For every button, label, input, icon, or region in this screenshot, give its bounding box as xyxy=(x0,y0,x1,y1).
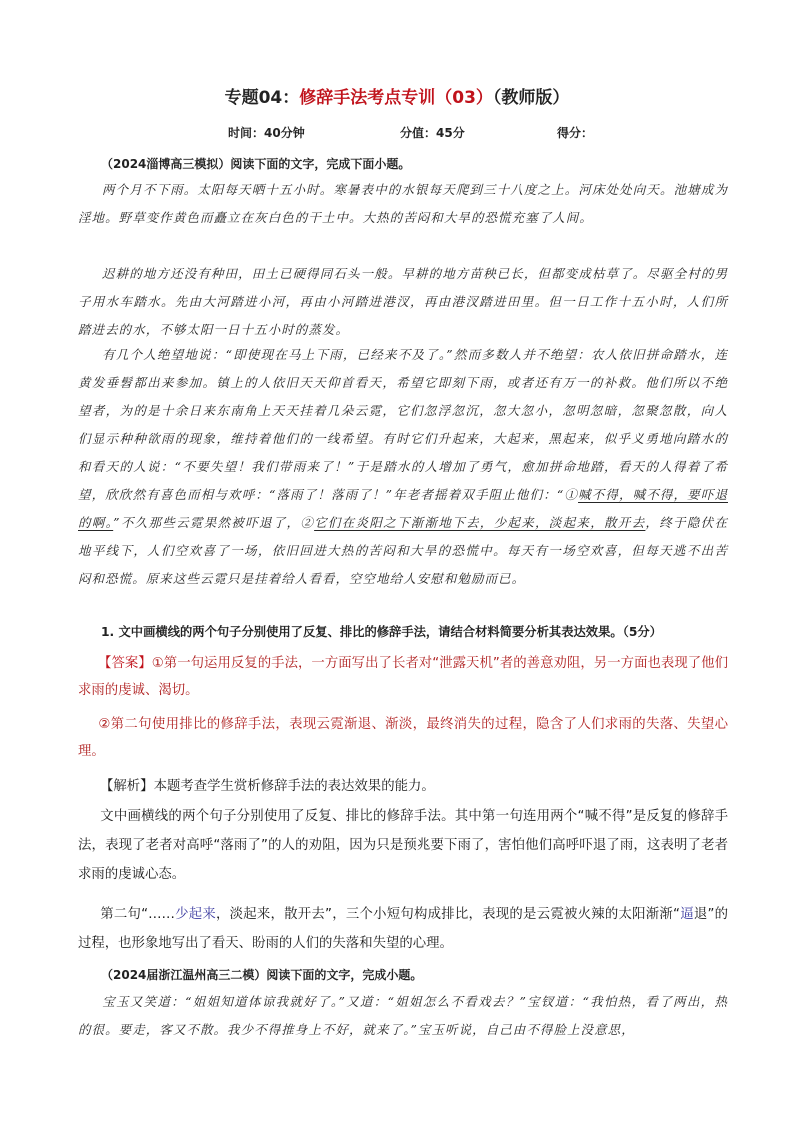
answer-tag: 【答案】 xyxy=(98,656,152,671)
passage1-source: （2024淄博高三模拟）阅读下面的文字，完成下面小题。 xyxy=(101,157,411,171)
underlined-sentence-2: 它们在炎阳之下渐渐地下去，少起来，淡起来，散开去 xyxy=(314,515,646,530)
title-suffix: （教师版） xyxy=(492,88,570,108)
underlined-sentence-1: 喊不得，喊不得，要吓退的啊。 xyxy=(78,487,728,530)
time-label: 时间：40分钟 xyxy=(228,126,305,140)
page-title xyxy=(0,83,794,108)
explanation-paragraph-1: 文中画横线的两个句子分别使用了反复、排比的修辞手法。其中第一句连用两个“喊不得”是反复的修辞手法，表现了老者对高呼“落雨了”的人的劝阻，因为只是预兆要下雨了，害怕他们高呼吓退了雨，这表明了老者求雨的虔诚心态。 xyxy=(78,809,728,882)
answer-line-2: ②第二句使用排比的修辞手法，表现云霓渐退、渐淡，最终消失的过程，隐含了人们求雨的失落、失望心理。 xyxy=(78,717,728,759)
passage1-paragraph-1: 两个月不下雨。太阳每天晒十五小时。寒暑表中的水银每天爬到三十八度之上。河床处处向天。池塘成为淫地。野草变作黄色而矗立在灰白色的干土中。大热的苦闷和大旱的恐慌充塞了人间。 xyxy=(78,182,728,225)
explanation-tag: 【解析】 xyxy=(100,779,154,794)
passage1-paragraph-2: 迟耕的地方还没有种田，田土已硬得同石头一般。早耕的地方苗秧已长，但都变成枯草了。尽驱全村的男子用水车踏水。先由大河踏进小河，再由小河踏进港汊，再由港汊踏进田里。但一日工作十五小时，人们所踏进去的水，不够太阳一日十五小时的蒸发。 xyxy=(78,266,728,337)
score-label: 分值：45分 xyxy=(400,126,465,140)
explanation-paragraph-2: 第二句“……少起来，淡起来，散开去”，三个小短句构成排比，表现的是云霓被火辣的太阳渐渐“逼退”的过程，也形象地写出了看天、盼雨的人们的失落和失望的心理。 xyxy=(78,907,729,951)
answer-line-1: 【答案】①第一句运用反复的手法，一方面写出了长者对“泄露天机”者的善意劝阻，另一方面也表现了他们求雨的虔诚、渴切。 xyxy=(78,656,728,698)
explanation-intro: 【解析】本题考查学生赏析修辞手法的表达效果的能力。 xyxy=(100,779,435,794)
title-prefix: 专题04： xyxy=(224,88,300,108)
question-1: 1. 文中画横线的两个句子分别使用了反复、排比的修辞手法，请结合材料简要分析其表达效果。（5分） xyxy=(101,625,662,639)
passage2-paragraph-1: 宝玉又笑道：“姐姐知道体谅我就好了。”又道：“姐姐怎么不看戏去？”宝钗道：“我怕热，看了两出，热的很。要走，客又不散。我少不得推身上不好，就来了。”宝玉听说，自己由不得脸上没意思， xyxy=(78,994,728,1037)
got-label: 得分： xyxy=(557,126,594,140)
title-main: 修辞手法考点专训（03） xyxy=(299,88,493,108)
passage2-source: （2024届浙江温州高三二模）阅读下面的文字，完成小题。 xyxy=(101,968,423,982)
passage1-paragraph-3: 有几个人绝望地说：“即使现在马上下雨，已经来不及了。”然而多数人并不绝望：农人依旧拼命踏水，连黄发垂髫都出来参加。镇上的人依旧天天仰首看天，希望它即刻下雨，或者还有万一的补救。他们所以不绝望者，为的是十余日来东南角上天天挂着几朵云霓，它们忽浮忽沉，忽大忽小，忽明忽暗，忽聚忽散，向人们显示种种欲雨的现象，维持着他们的一线希望。有时它们升起来，大起来，黑起来，似乎义勇地向踏水的和看天的人说：“不要失望！我们带雨来了！”于是踏水的人增加了勇气，愈加拼命地踏，看天的人得着了希望，欣欣然有喜色而相与欢呼：“落雨了！落雨了！”年老者摇着双手阻止他们：“①喊不得，喊不得，要吓退的啊。”不久那些云霓果然被吓退了，②它们在炎阳之下渐渐地下去，少起来，淡起来，散开去，终于隐伏在地平线下，人们空欢喜了一场，依旧回进大热的苦闷和大旱的恐慌中。每天有一场空欢喜，但每天逃不出苦闷和恐慌。原来这些云霓只是挂着给人看看，空空地给人安慰和勉励而已。 xyxy=(78,347,728,586)
